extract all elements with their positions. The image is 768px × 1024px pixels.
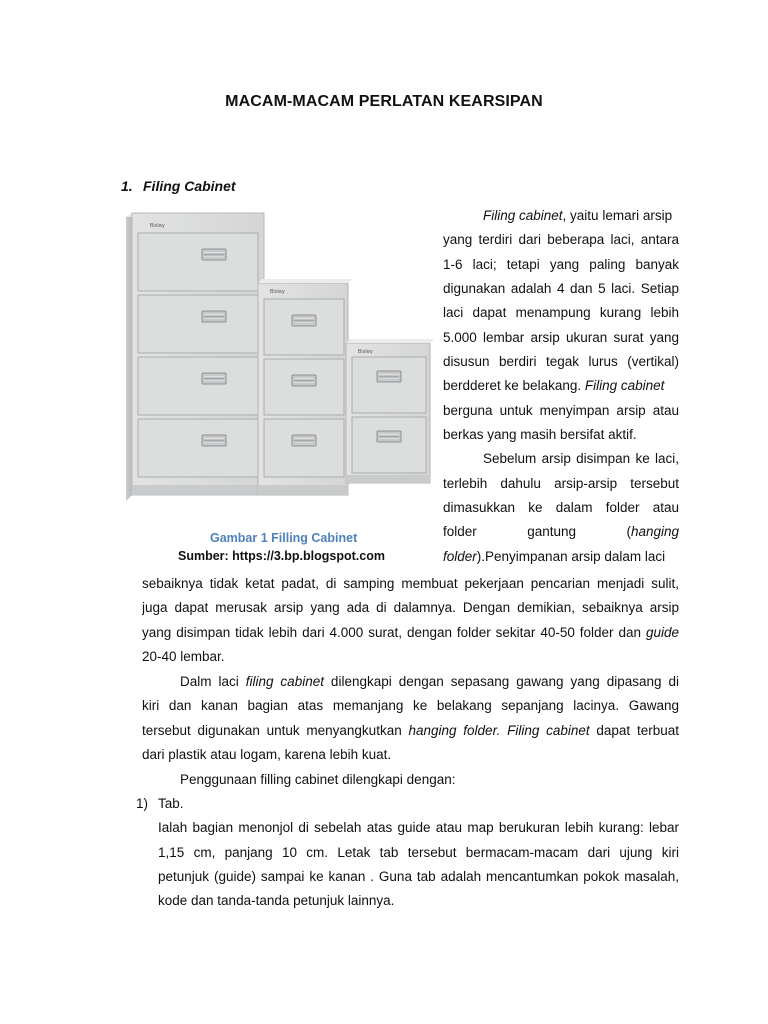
document-title: MACAM-MACAM PERLATAN KEARSIPAN [225,93,543,110]
text-line [443,520,679,544]
text-line: kiri dan kanan bagian atas memanjang ke belakang sepanjang lacinya. Gawang [142,698,679,714]
list-item-title: Tab. [158,796,184,811]
text-line: 1-6 laci; tetapi yang paling banyak [443,256,679,272]
word: gantung [527,524,577,540]
tall-cabinet [126,213,264,501]
text-line: Ialah bagian menonjol di sebelah atas guide atau map berukuran lebih kurang: lebar [158,820,679,836]
text-line: berguna untuk menyimpan arsip atau [443,402,679,418]
medium-cabinet [258,279,352,495]
section-heading [121,178,236,194]
figure-caption: Gambar 1 Filling Cabinet [210,531,358,545]
section-title: Filing Cabinet [143,178,236,194]
word: folder [443,524,477,540]
paragraph-1-continued [142,572,679,669]
text-line: kode dan tanda-tanda petunjuk lainnya. [158,893,395,909]
text-line: Filing cabinet, yaitu lemari arsip [483,208,673,223]
filing-cabinet-illustration [124,205,436,525]
text-line: petunjuk (guide) sampai ke kanan . Guna tab adalah mencantumkan pokok masalah, [158,869,679,885]
text-line: Penggunaan filling cabinet dilengkapi dengan: [180,772,456,787]
filing-cabinet-image [124,205,436,525]
text-line: disusun berdiri tegak lurus (vertikal) [443,354,679,370]
word: (hanging [626,524,679,540]
text-line: yang terdiri dari beberapa laci, antara [443,232,679,248]
small-cabinet [346,339,434,483]
text-line: Sebelum arsip disimpan ke laci, [483,451,679,467]
brand-label: Bisley [270,289,285,295]
text-line: Dalm laci filing cabinet dilengkapi dengan sepasang gawang yang dipasang di [180,674,679,689]
brand-label: Bisley [358,349,373,355]
brand-label: Bisley [150,223,165,229]
text-line: folder).Penyimpanan arsip dalam laci [443,548,666,564]
text-line: dimasukkan ke dalam folder atau [443,500,679,516]
text-line: sebaiknya tidak ketat padat, di samping membuat pekerjaan pencarian menjadi sulit, [142,576,679,591]
text-line: berdderet ke belakang. Filing cabinet [443,378,665,394]
text-line: 5.000 lembar arsip ukuran surat yang [443,329,679,345]
text-line: yang disimpan tidak lebih dari 4.000 surat, dengan folder sekitar 40-50 folder dan guide [142,624,679,640]
text-line: 20-40 lembar. [142,649,225,665]
side-paragraph [443,204,679,569]
list-number: 1) [136,796,149,811]
text-line: laci dapat menampung kurang lebih [443,305,679,321]
text-line: terlebih dahulu arsip-arsip tersebut [443,475,679,491]
section-number: 1. [121,178,133,194]
text-line: juga dapat merusak arsip yang ada di dalamnya. Dengan demikian, sebaiknya arsip [142,600,679,616]
paragraph-2 [142,670,679,767]
text-line: 1,15 cm, panjang 10 cm. Letak tab tersebut bermacam-macam dari ujung kiri [158,844,679,860]
text-line: digunakan adalah 4 dan 5 laci. Setiap [443,281,679,297]
text-line: dari plastik atau logam, karena lebih kuat. [142,747,392,763]
list-item [158,792,679,914]
text-line: tersebut digunakan untuk menyangkutkan hanging folder. Filing cabinet dapat terbuat [142,722,679,738]
text-line: berkas yang masih bersifat aktif. [443,427,637,443]
paragraph-3 [142,768,679,792]
figure-source: Sumber: https://3.bp.blogspot.com [178,549,385,563]
